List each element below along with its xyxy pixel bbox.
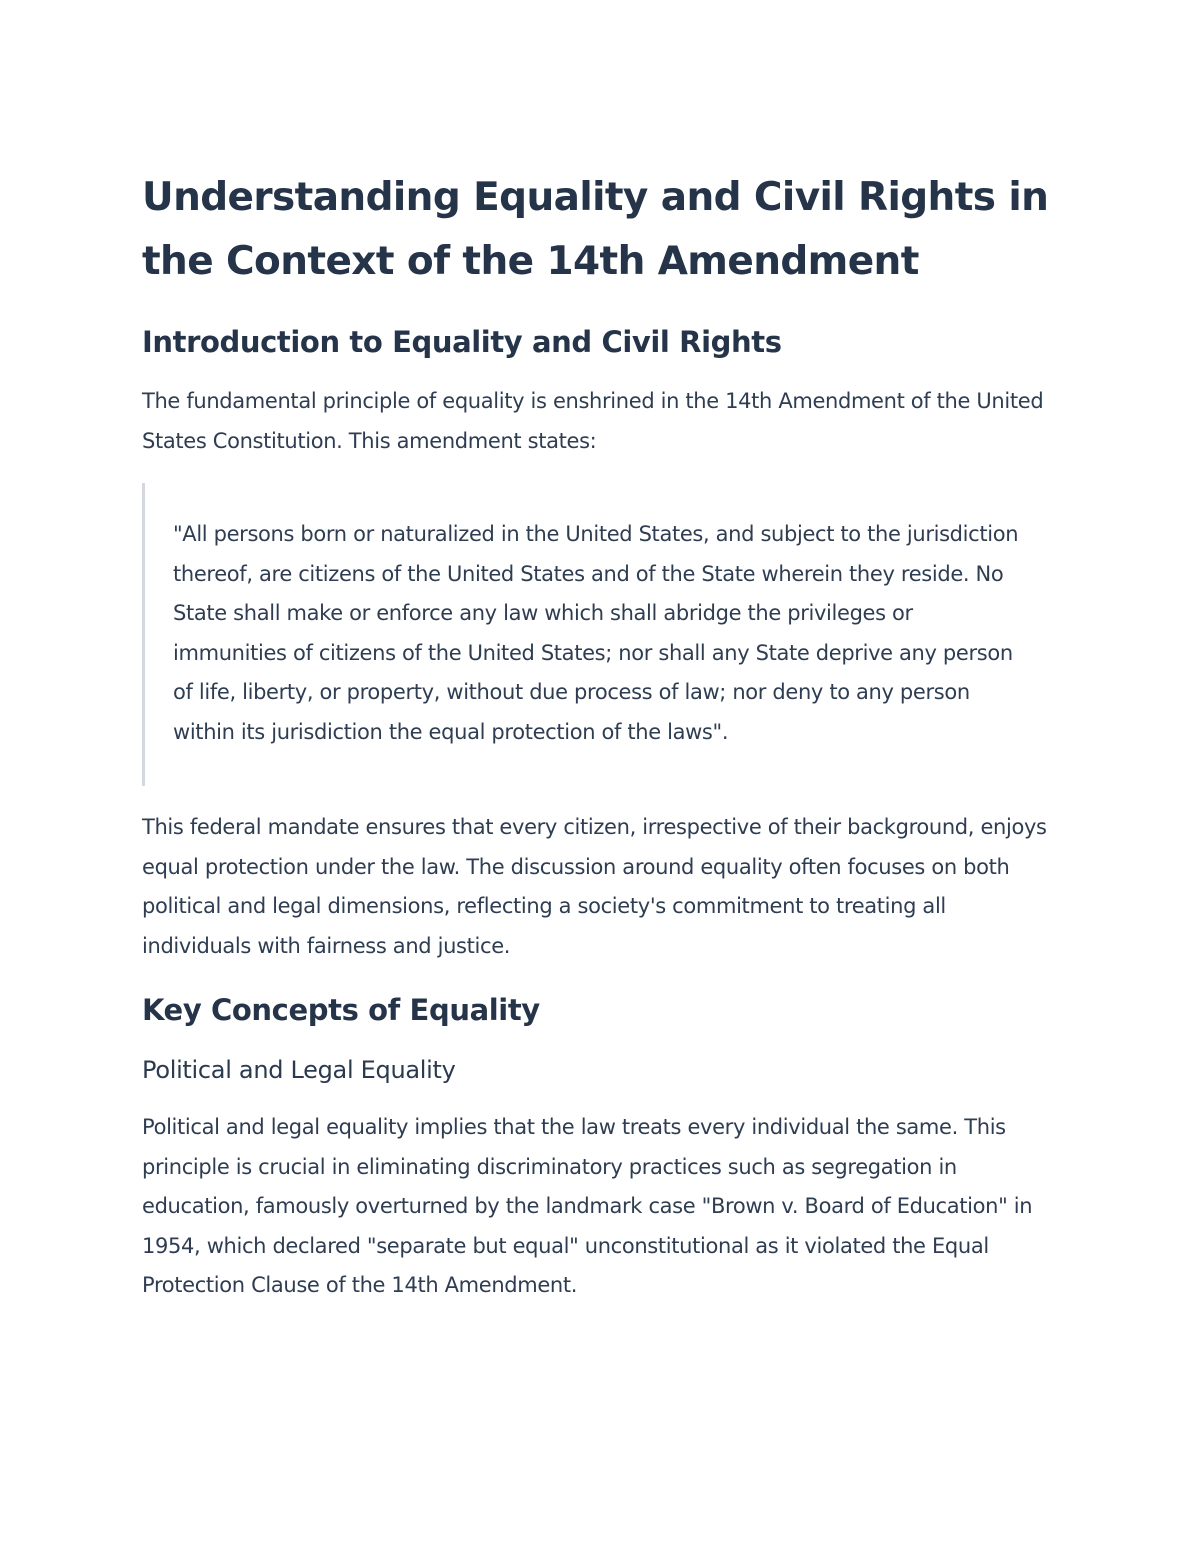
mandate-paragraph: This federal mandate ensures that every citizen, irrespective of their background, enjoys equal protection under the law. The discussion around equality often focuses on both political and legal dimensions, reflecting a society's commitment to treating all individuals with fairness and justice.: [142, 815, 1047, 958]
document-title: Understanding Equality and Civil Rights in the Context of the 14th Amendment: [142, 175, 1049, 284]
intro-paragraph: The fundamental principle of equality is enshrined in the 14th Amendment of the United States Constitution. This amendment states:: [142, 389, 1044, 453]
amendment-quote: "All persons born or naturalized in the United States, and subject to the jurisdiction thereof, are citizens of the United States and of the State wherein they reside. No State shall make or enforce any law which shall abridge the privileges or immunities of citizens of the United States; nor shall any State deprive any person of life, liberty, or property, without due process of law; nor deny to any person within its jurisdiction the equal protection of the laws".: [142, 483, 1023, 786]
document-page: [142, 166, 1052, 1306]
section-heading-introduction: Introduction to Equality and Civil Rights: [142, 325, 782, 359]
section-heading-key-concepts: Key Concepts of Equality: [142, 993, 540, 1027]
political-legal-paragraph: Political and legal equality implies that the law treats every individual the same. This principle is crucial in eliminating discriminatory practices such as segregation in education, famously overturned by the landmark case "Brown v. Board of Education" in 1954, which declared "separate but equal" unconstitutional as it violated the Equal Protection Clause of the 14th Amendment.: [142, 1115, 1033, 1297]
subheading-political-legal-equality: Political and Legal Equality: [142, 1056, 456, 1084]
